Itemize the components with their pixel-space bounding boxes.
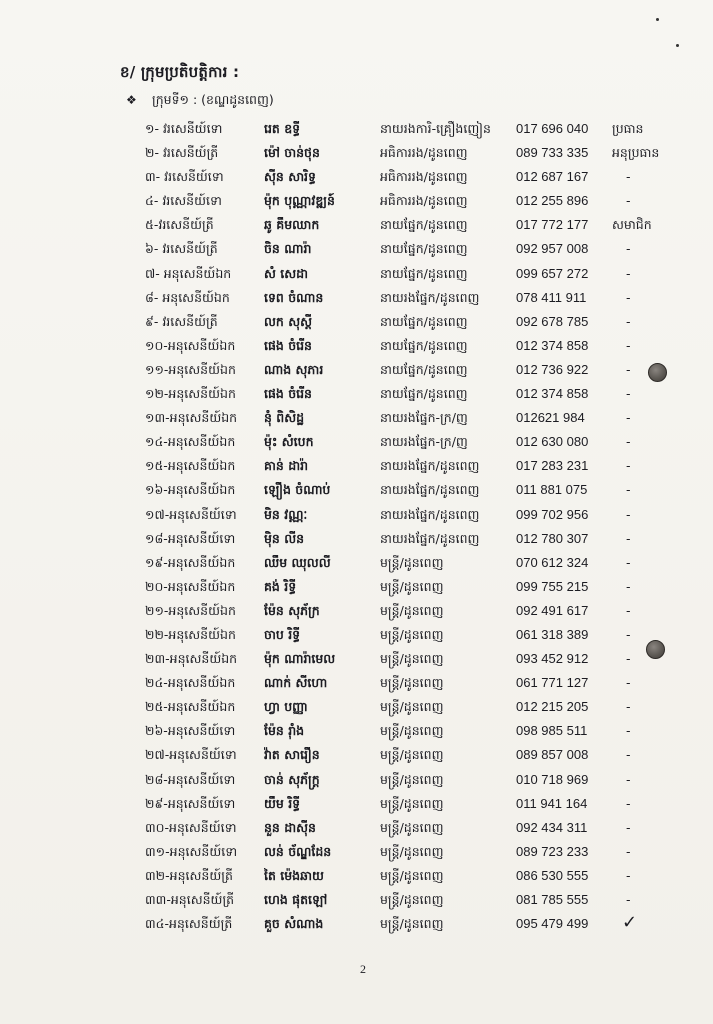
member-rank: ៣៤-អនុសេនីយ៍ត្រី	[145, 916, 233, 932]
member-phone: 012 630 080	[516, 434, 589, 450]
member-position: មន្ត្រី/ដូនពេញ	[380, 747, 444, 763]
member-role: -	[626, 337, 631, 353]
member-role: -	[626, 241, 631, 257]
list-item	[0, 142, 713, 166]
member-phone: 061 318 389	[516, 626, 589, 642]
member-rank: ៣០-អនុសេនីយ៍ទោ	[145, 819, 237, 835]
list-item	[0, 214, 713, 238]
member-role: -	[626, 193, 631, 209]
member-name: ម៉ុះ សំបេក	[264, 434, 314, 450]
member-role: អនុប្រធាន	[612, 145, 660, 161]
member-role: -	[626, 602, 631, 618]
member-position: មន្ត្រី/ដូនពេញ	[380, 843, 444, 859]
member-name: ម៉ៅ ចាន់ថុន	[264, 145, 320, 161]
member-list	[0, 118, 713, 937]
member-rank: ១០-អនុសេនីយ៍ឯក	[145, 337, 236, 353]
list-item	[0, 576, 713, 600]
member-rank: ៧- អនុសេនីយ៍ឯក	[145, 265, 232, 281]
list-item	[0, 311, 713, 335]
member-rank: ១២-អនុសេនីយ៍ឯក	[145, 386, 236, 402]
member-position: នាយរងផ្នែក/ដូនពេញ	[380, 289, 480, 305]
list-item	[0, 238, 713, 262]
member-role: -	[626, 699, 631, 715]
member-phone: 098 985 511	[516, 723, 588, 739]
list-item	[0, 600, 713, 624]
member-position: នាយផ្នែក/ដូនពេញ	[380, 386, 468, 402]
member-name: តៃ ម៉េងឆាយ	[264, 867, 324, 883]
member-rank: ២- វរសេនីយ៍ត្រី	[145, 145, 219, 161]
member-position: មន្ត្រី/ដូនពេញ	[380, 723, 444, 739]
member-position: នាយរងផ្នែក-ក្រ/ញ	[380, 410, 468, 426]
list-item	[0, 865, 713, 889]
member-rank: ១៦-អនុសេនីយ៍ឯក	[145, 482, 236, 498]
member-phone: 012 736 922	[516, 361, 589, 377]
punch-hole	[648, 363, 667, 382]
member-phone: 012 687 167	[516, 169, 589, 185]
member-name: មិន វណ្ណៈ	[264, 506, 308, 522]
diamond-bullet-icon: ❖	[126, 93, 137, 107]
member-phone: 095 479 499	[516, 916, 589, 932]
member-phone: 092 434 311	[516, 819, 588, 835]
member-position: អធិការរង/ដូនពេញ	[380, 193, 468, 209]
member-role: -	[626, 651, 631, 667]
member-role: -	[626, 289, 631, 305]
scan-speck	[656, 18, 659, 21]
member-rank: ១១-អនុសេនីយ៍ឯក	[145, 361, 236, 377]
member-position: នាយផ្នែក/ដូនពេញ	[380, 337, 468, 353]
member-rank: ៣៣-អនុសេនីយ៍ត្រី	[145, 892, 235, 907]
member-rank: ២២-អនុសេនីយ៍ឯក	[145, 626, 236, 642]
list-item	[0, 817, 713, 841]
member-phone: 092 957 008	[516, 241, 589, 257]
member-role: -	[626, 434, 631, 450]
member-position: អធិការរង/ដូនពេញ	[380, 169, 468, 185]
member-phone: 093 452 912	[516, 651, 589, 667]
member-position: នាយរងផ្នែក/ដូនពេញ	[380, 530, 480, 546]
member-role: -	[626, 771, 631, 787]
group-line	[126, 92, 274, 111]
member-name: ណាង សុភារ	[264, 361, 324, 377]
list-item	[0, 648, 713, 672]
member-position: នាយរងផ្នែក-ក្រ/ញ	[380, 434, 468, 450]
member-phone: 099 702 956	[516, 506, 589, 522]
list-item	[0, 552, 713, 576]
list-item	[0, 166, 713, 190]
member-role: -	[626, 265, 631, 281]
member-role: សមាជិក	[612, 217, 652, 233]
member-position: នាយរងការិ-គ្រឿងញៀន	[380, 121, 491, 136]
member-phone: 089 733 335	[516, 145, 589, 161]
list-item	[0, 431, 713, 455]
member-role: -	[626, 458, 631, 474]
member-rank: ១៧-អនុសេនីយ៍ទោ	[145, 506, 237, 522]
member-name: ស៊ីន សារិទ្ធ	[264, 169, 316, 185]
member-phone: 099 657 272	[516, 265, 589, 281]
member-name: គួច សំណាង	[264, 916, 324, 932]
member-name: ម៉ុក បុណ្ណាវឌ្ឍន៍	[264, 193, 335, 209]
member-rank: ១- វរសេនីយ៍ទោ	[145, 121, 223, 136]
member-rank: ២៩-អនុសេនីយ៍ទោ	[145, 795, 236, 811]
member-rank: ៥-វរសេនីយ៍ត្រី	[145, 217, 214, 233]
member-rank: ៨- អនុសេនីយ៍ឯក	[145, 289, 230, 305]
member-name: វ៉ាត សារឿន	[264, 747, 320, 763]
member-position: នាយផ្នែក/ដូនពេញ	[380, 361, 468, 377]
list-item	[0, 479, 713, 503]
member-phone: 092 491 617	[516, 602, 589, 618]
member-phone: 061 771 127	[516, 675, 589, 691]
list-item	[0, 504, 713, 528]
member-name: ឡឿង ចំណាប់	[264, 482, 331, 498]
member-rank: ១៩-អនុសេនីយ៍ឯក	[145, 554, 236, 570]
member-position: នាយផ្នែក/ដូនពេញ	[380, 217, 468, 233]
list-item	[0, 624, 713, 648]
member-rank: ២១-អនុសេនីយ៍ឯក	[145, 602, 236, 618]
member-name: ណាក់ សីហោ	[264, 675, 328, 691]
member-phone: 012 780 307	[516, 530, 589, 546]
group-label: ក្រុមទី១ : (ខណ្ឌដូនពេញ)	[152, 92, 274, 107]
list-item	[0, 696, 713, 720]
list-item	[0, 287, 713, 311]
member-name: ម៉ែន រ៉ាំង	[264, 723, 305, 739]
scan-speck	[676, 44, 679, 47]
member-position: មន្ត្រី/ដូនពេញ	[380, 819, 444, 835]
member-role: -	[626, 843, 631, 859]
list-item	[0, 889, 713, 913]
punch-hole	[646, 640, 665, 659]
list-item	[0, 744, 713, 768]
member-name: ម៉ែន សុភ័ក្រ	[264, 602, 320, 618]
list-item	[0, 793, 713, 817]
member-phone: 078 411 911	[516, 289, 587, 305]
member-position: មន្ត្រី/ដូនពេញ	[380, 699, 444, 715]
member-name: នួន ដាស៊ីន	[264, 819, 316, 835]
member-name: ម៉ុក ណារ៉ាមេល	[264, 651, 336, 667]
member-position: មន្ត្រី/ដូនពេញ	[380, 651, 444, 667]
member-phone: 070 612 324	[516, 554, 589, 570]
member-rank: ២៦-អនុសេនីយ៍ទោ	[145, 723, 236, 739]
member-name: ចិន ណារ៉ា	[264, 241, 312, 257]
member-rank: ២៧-អនុសេនីយ៍ទោ	[145, 747, 237, 763]
member-role: -	[626, 867, 631, 883]
member-phone: 092 678 785	[516, 313, 589, 329]
member-phone: 099 755 215	[516, 578, 589, 594]
member-role: -	[626, 626, 631, 642]
member-role: -	[626, 554, 631, 570]
member-phone: 010 718 969	[516, 771, 589, 787]
member-name: គង់ រិទ្ធី	[264, 578, 297, 594]
member-position: មន្ត្រី/ដូនពេញ	[380, 867, 444, 883]
member-role: -	[626, 747, 631, 763]
member-role: -	[626, 506, 631, 522]
member-phone: 012 374 858	[516, 386, 589, 402]
member-role: -	[626, 723, 631, 739]
member-position: មន្ត្រី/ដូនពេញ	[380, 602, 444, 618]
member-role: -	[626, 795, 631, 811]
member-phone: 089 723 233	[516, 843, 589, 859]
member-rank: ១៨-អនុសេនីយ៍ទោ	[145, 530, 236, 546]
member-name: យឹម រិទ្ធី	[264, 795, 301, 811]
member-rank: ១៣-អនុសេនីយ៍ឯក	[145, 410, 238, 426]
member-position: មន្ត្រី/ដូនពេញ	[380, 916, 444, 932]
member-phone: 012 215 205	[516, 699, 589, 715]
member-rank: ៤- វរសេនីយ៍ទោ	[145, 193, 222, 209]
member-name: ហ្វា បញ្ញា	[264, 699, 308, 715]
member-position: មន្ត្រី/ដូនពេញ	[380, 892, 444, 907]
member-name: លក សុស្តី	[264, 313, 312, 329]
list-item	[0, 528, 713, 552]
member-position: នាយផ្នែក/ដូនពេញ	[380, 313, 468, 329]
member-phone: 011 881 075	[516, 482, 588, 498]
member-name: ផេង ចំរើន	[264, 386, 312, 402]
member-rank: ១៤-អនុសេនីយ៍ឯក	[145, 434, 236, 450]
member-name: ទេព ចំណាន	[264, 289, 324, 305]
member-name: នុំ ពិសិដ្ឋ	[264, 410, 305, 426]
member-phone: 017 283 231	[516, 458, 589, 474]
member-name: គាន់ ដារ៉ា	[264, 458, 309, 474]
member-rank: ៩- វរសេនីយ៍ត្រី	[145, 313, 218, 329]
member-role: -	[626, 675, 631, 691]
member-name: ឆូ គឹមឈាក	[264, 217, 320, 233]
member-role: -	[626, 819, 631, 835]
list-item	[0, 118, 713, 142]
member-position: នាយរងផ្នែក/ដូនពេញ	[380, 506, 480, 522]
handwritten-tick-mark: ✓	[622, 912, 638, 933]
member-name: សំ សេដា	[264, 265, 309, 281]
list-item	[0, 263, 713, 287]
list-item	[0, 913, 713, 937]
list-item	[0, 672, 713, 696]
member-name: រេត ឧទ្ធី	[264, 121, 301, 136]
member-role: -	[626, 410, 631, 426]
member-phone: 086 530 555	[516, 867, 589, 883]
member-role: -	[626, 169, 631, 185]
list-item	[0, 769, 713, 793]
member-rank: ២៨-អនុសេនីយ៍ទោ	[145, 771, 236, 787]
member-phone: 017 772 177	[516, 217, 589, 233]
member-rank: ២៣-អនុសេនីយ៍ឯក	[145, 651, 238, 667]
member-role: -	[626, 386, 631, 402]
member-rank: ៣១-អនុសេនីយ៍ទោ	[145, 843, 238, 859]
member-name: ឈឹម ឈុលលី	[264, 554, 331, 570]
member-name: ហេង ផុតឡៅ	[264, 892, 328, 907]
page-number: 2	[360, 962, 366, 976]
member-rank: ១៥-អនុសេនីយ៍ឯក	[145, 458, 236, 474]
list-item	[0, 407, 713, 431]
member-role: -	[626, 578, 631, 594]
member-role: ប្រធាន	[612, 121, 644, 136]
list-item	[0, 455, 713, 479]
member-position: មន្ត្រី/ដូនពេញ	[380, 771, 444, 787]
member-position: មន្ត្រី/ដូនពេញ	[380, 554, 444, 570]
member-role: -	[626, 530, 631, 546]
list-item	[0, 383, 713, 407]
member-position: នាយផ្នែក/ដូនពេញ	[380, 265, 468, 281]
list-item	[0, 359, 713, 383]
member-rank: ២៥-អនុសេនីយ៍ឯក	[145, 699, 236, 715]
member-phone: 017 696 040	[516, 121, 589, 136]
list-item	[0, 720, 713, 744]
member-rank: ២៤-អនុសេនីយ៍ឯក	[145, 675, 236, 691]
member-phone: 089 857 008	[516, 747, 589, 763]
member-position: មន្ត្រី/ដូនពេញ	[380, 795, 444, 811]
member-rank: ៣២-អនុសេនីយ៍ត្រី	[145, 867, 233, 883]
member-name: ម៉ិន លីន	[264, 530, 305, 546]
list-item	[0, 841, 713, 865]
member-position: មន្ត្រី/ដូនពេញ	[380, 578, 444, 594]
member-role: -	[626, 482, 631, 498]
member-name: ចាប រិទ្ធី	[264, 626, 301, 642]
section-heading: ខ/ ក្រុមប្រតិបត្តិការ :	[120, 63, 240, 81]
member-position: អធិការរង/ដូនពេញ	[380, 145, 468, 161]
member-phone: 012 255 896	[516, 193, 589, 209]
member-position: មន្ត្រី/ដូនពេញ	[380, 626, 444, 642]
member-role: -	[626, 361, 631, 377]
member-role: -	[626, 892, 631, 907]
list-item	[0, 190, 713, 214]
member-name: ផេង ចំរើន	[264, 337, 312, 353]
list-item	[0, 335, 713, 359]
member-rank: ៣- វរសេនីយ៍ទោ	[145, 169, 224, 185]
member-name: ចាន់ សុភ័ក្ត្រ	[264, 771, 320, 787]
member-position: នាយរងផ្នែក/ដូនពេញ	[380, 458, 480, 474]
member-phone: 012621 984	[516, 410, 585, 426]
member-phone: 081 785 555	[516, 892, 589, 907]
member-name: លន់ ច័ណ្ឌដែន	[264, 843, 332, 859]
member-phone: 011 941 164	[516, 795, 588, 811]
member-position: នាយផ្នែក/ដូនពេញ	[380, 241, 468, 257]
member-position: មន្ត្រី/ដូនពេញ	[380, 675, 444, 691]
member-role: -	[626, 313, 631, 329]
member-rank: ៦- វរសេនីយ៍ត្រី	[145, 241, 218, 257]
member-rank: ២០-អនុសេនីយ៍ឯក	[145, 578, 236, 594]
member-phone: 012 374 858	[516, 337, 589, 353]
member-position: នាយរងផ្នែក/ដូនពេញ	[380, 482, 480, 498]
